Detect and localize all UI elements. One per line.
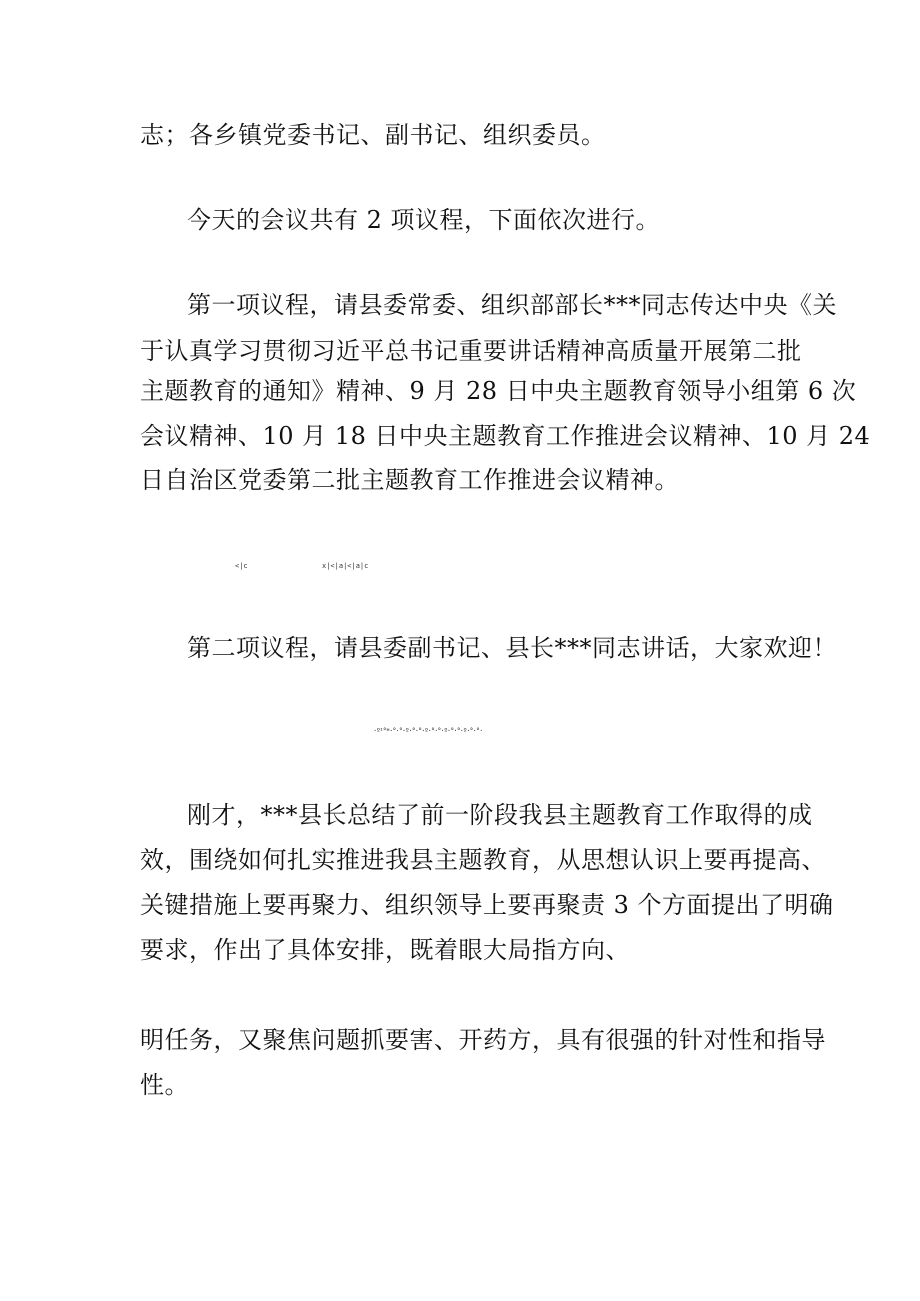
scan-mark: <|c [235, 562, 248, 570]
paragraph-line: 效，围绕如何扎实推进我县主题教育，从思想认识上要再提高、 [140, 846, 826, 874]
paragraph-line: 会议精神、10 月 18 日中央主题教育工作推进会议精神、10 月 24 [140, 422, 871, 450]
paragraph-line: 第二项议程，请县委副书记、县长***同志讲话，大家欢迎！ [187, 634, 837, 662]
paragraph-line: 要求，作出了具体安排，既着眼大局指方向、 [140, 936, 630, 964]
paragraph-line: 于认真学习贯彻习近平总书记重要讲话精神高质量开展第二批 [140, 337, 802, 365]
paragraph-line: 今天的会议共有 2 项议程，下面依次进行。 [187, 206, 661, 234]
paragraph-line: 志；各乡镇党委书记、副书记、组织委员。 [140, 121, 606, 149]
scan-mark: x|<|a|<|a|c [322, 562, 369, 570]
paragraph-line: 关键措施上要再聚力、组织领导上要再聚责 3 个方面提出了明确 [140, 891, 834, 919]
paragraph-line: 刚才，***县长总结了前一阶段我县主题教育工作取得的成 [187, 801, 813, 829]
paragraph-line: 主题教育的通知》精神、9 月 28 日中央主题教育领导小组第 6 次 [140, 377, 857, 405]
paragraph-line: 明任务，又聚焦问题抓要害、开药方，具有很强的针对性和指导 [140, 1026, 826, 1054]
paragraph-line: 日自治区党委第二批主题教育工作推进会议精神。 [140, 466, 679, 494]
paragraph-line: 性。 [140, 1071, 189, 1099]
scan-mark: ·º¹°*·°·°·º·°·°·º·°·°·º·°·°·º·°·°· [373, 727, 483, 735]
paragraph-line: 第一项议程，请县委常委、组织部部长***同志传达中央《关 [187, 291, 837, 319]
